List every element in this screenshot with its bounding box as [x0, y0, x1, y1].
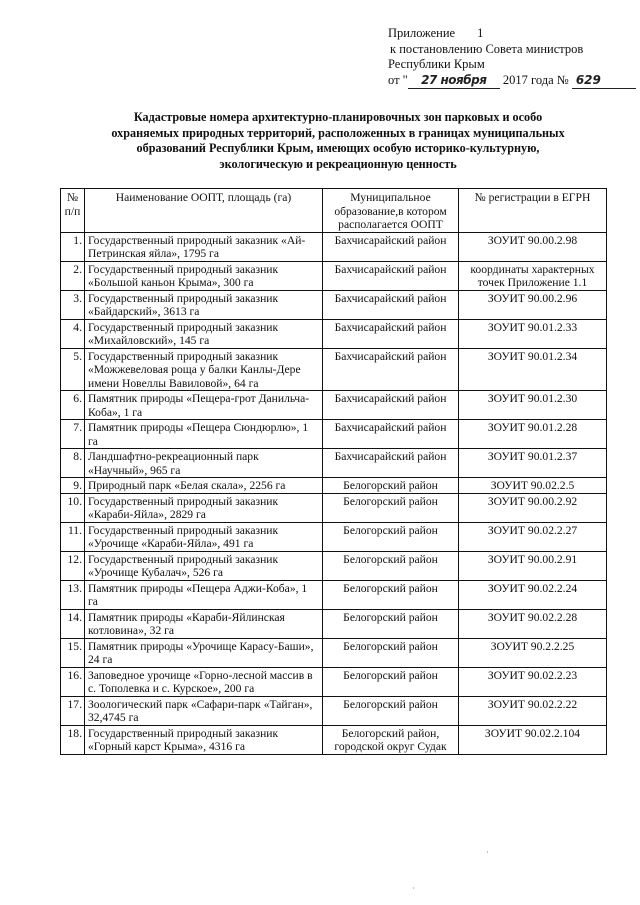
appendix-label: Приложение [388, 26, 456, 40]
row-registration: ЗОУИТ 90.00.2.92 [459, 493, 607, 522]
table-row [61, 696, 607, 725]
row-registration: ЗОУИТ 90.01.2.37 [459, 449, 607, 478]
handwritten-number: 629 [572, 73, 636, 90]
table-row [61, 609, 607, 638]
appendix-line2: к постановлению Совета министров [390, 41, 584, 56]
row-name: Памятник природы «Караби-Яйлинская котловина», 32 га [85, 609, 323, 638]
row-number: 4. [61, 319, 85, 348]
row-number: 10. [61, 493, 85, 522]
row-number: 7. [61, 420, 85, 449]
row-name: Памятник природы «Пещера Сюндюрлю», 1 га [85, 420, 323, 449]
row-name: Государственный природный заказник «Урочище Кубалач», 526 га [85, 551, 323, 580]
appendix-date-line [388, 73, 628, 90]
year-text: 2017 года № [502, 72, 569, 87]
row-registration: ЗОУИТ 90.02.2.28 [459, 609, 607, 638]
row-registration: ЗОУИТ 90.01.2.28 [459, 420, 607, 449]
row-number: 5. [61, 348, 85, 391]
row-district: Белогорский район [323, 551, 459, 580]
row-number: 3. [61, 290, 85, 319]
table-row [61, 478, 607, 494]
table-row [61, 551, 607, 580]
appendix-line3: Республики Крым [388, 57, 485, 71]
row-registration: ЗОУИТ 90.01.2.34 [459, 348, 607, 391]
table-row [61, 290, 607, 319]
row-district: Бахчисарайский район [323, 232, 459, 261]
table-row [61, 493, 607, 522]
row-name: Памятник природы «Урочище Карасу-Баши», 24 га [85, 638, 323, 667]
table-row [61, 580, 607, 609]
row-name: Государственный природный заказник «Горный карст Крыма», 4316 га [85, 725, 323, 754]
row-district: Белогорский район [323, 522, 459, 551]
row-registration: ЗОУИТ 90.01.2.30 [459, 391, 607, 420]
row-district: Белогорский район [323, 609, 459, 638]
row-name: Памятник природы «Пещера Аджи-Коба», 1 га [85, 580, 323, 609]
row-district: Белогорский район [323, 478, 459, 494]
row-district: Белогорский район [323, 696, 459, 725]
appendix-block [388, 26, 628, 89]
scan-mark: · [412, 884, 415, 893]
row-district: Бахчисарайский район [323, 391, 459, 420]
row-name: Природный парк «Белая скала», 2256 га [85, 478, 323, 494]
row-name: Государственный природный заказник «Можжевеловая роща у балки Канлы-Дере имени Новеллы Вавиловой», 64 га [85, 348, 323, 391]
row-name: Государственный природный заказник «Михайловский», 145 га [85, 319, 323, 348]
row-name: Государственный природный заказник «Караби-Яйла», 2829 га [85, 493, 323, 522]
row-district: Бахчисарайский район [323, 261, 459, 290]
row-number: 9. [61, 478, 85, 494]
appendix-number: 1 [477, 26, 484, 40]
row-registration: ЗОУИТ 90.02.2.5 [459, 478, 607, 494]
handwritten-date: 27 ноября [408, 73, 500, 90]
row-registration: ЗОУИТ 90.02.2.24 [459, 580, 607, 609]
row-number: 18. [61, 725, 85, 754]
row-registration: ЗОУИТ 90.2.2.25 [459, 638, 607, 667]
row-registration: ЗОУИТ 90.02.2.22 [459, 696, 607, 725]
row-registration: ЗОУИТ 90.00.2.96 [459, 290, 607, 319]
row-name: Государственный природный заказник «Ай-Петринская яйла», 1795 га [85, 232, 323, 261]
row-name: Заповедное урочище «Горно-лесной массив в с. Тополевка и с. Курское», 200 га [85, 667, 323, 696]
row-name: Памятник природы «Пещера-грот Данильча-Коба», 1 га [85, 391, 323, 420]
row-district: Белогорский район [323, 667, 459, 696]
row-number: 12. [61, 551, 85, 580]
row-number: 8. [61, 449, 85, 478]
row-number: 6. [61, 391, 85, 420]
row-registration: ЗОУИТ 90.02.2.23 [459, 667, 607, 696]
row-registration: ЗОУИТ 90.00.2.98 [459, 232, 607, 261]
date-prefix: от " [388, 72, 408, 87]
table-row [61, 261, 607, 290]
registry-table [60, 188, 607, 755]
row-number: 11. [61, 522, 85, 551]
table-row [61, 232, 607, 261]
row-district: Белогорский район, городской округ Судак [323, 725, 459, 754]
table-row [61, 667, 607, 696]
header-num: № п/п [61, 189, 85, 233]
document-title: Кадастровые номера архитектурно-планировочных зон парковых и особо охраняемых природных территорий, расположенных в границах муниципальных образований Республики Крым, имеющих особую историко-культурную, экологическую и рекреационную ценность [111, 110, 565, 171]
table-row [61, 522, 607, 551]
row-district: Бахчисарайский район [323, 348, 459, 391]
table-header-row [61, 189, 607, 233]
row-registration: ЗОУИТ 90.00.2.91 [459, 551, 607, 580]
row-name: Ландшафтно-рекреационный парк «Научный», 965 га [85, 449, 323, 478]
header-district: Муниципальное образование,в котором располагается ООПТ [323, 189, 459, 233]
row-name: Государственный природный заказник «Урочище «Караби-Яйла», 491 га [85, 522, 323, 551]
table-row [61, 319, 607, 348]
row-number: 14. [61, 609, 85, 638]
row-district: Белогорский район [323, 638, 459, 667]
row-number: 15. [61, 638, 85, 667]
row-number: 17. [61, 696, 85, 725]
row-registration: ЗОУИТ 90.02.2.104 [459, 725, 607, 754]
table-row [61, 420, 607, 449]
row-registration: ЗОУИТ 90.02.2.27 [459, 522, 607, 551]
row-district: Бахчисарайский район [323, 449, 459, 478]
row-number: 13. [61, 580, 85, 609]
appendix-label-line [388, 26, 628, 42]
row-number: 16. [61, 667, 85, 696]
row-name: Государственный природный заказник «Байдарский», 3613 га [85, 290, 323, 319]
table-row [61, 638, 607, 667]
header-name: Наименование ООПТ, площадь (га) [85, 189, 323, 233]
table-row [61, 391, 607, 420]
table-row [61, 449, 607, 478]
row-number: 1. [61, 232, 85, 261]
row-registration: ЗОУИТ 90.01.2.33 [459, 319, 607, 348]
row-district: Бахчисарайский район [323, 290, 459, 319]
row-district: Белогорский район [323, 580, 459, 609]
scan-mark: · [486, 848, 489, 857]
row-district: Белогорский район [323, 493, 459, 522]
header-reg: № регистрации в ЕГРН [459, 189, 607, 233]
row-district: Бахчисарайский район [323, 319, 459, 348]
row-name: Государственный природный заказник «Большой каньон Крыма», 300 га [85, 261, 323, 290]
row-district: Бахчисарайский район [323, 420, 459, 449]
row-number: 2. [61, 261, 85, 290]
row-registration: координаты характерных точек Приложение 1.1 [459, 261, 607, 290]
table-row [61, 348, 607, 391]
table-row [61, 725, 607, 754]
row-name: Зоологический парк «Сафари-парк «Тайган», 32,4745 га [85, 696, 323, 725]
